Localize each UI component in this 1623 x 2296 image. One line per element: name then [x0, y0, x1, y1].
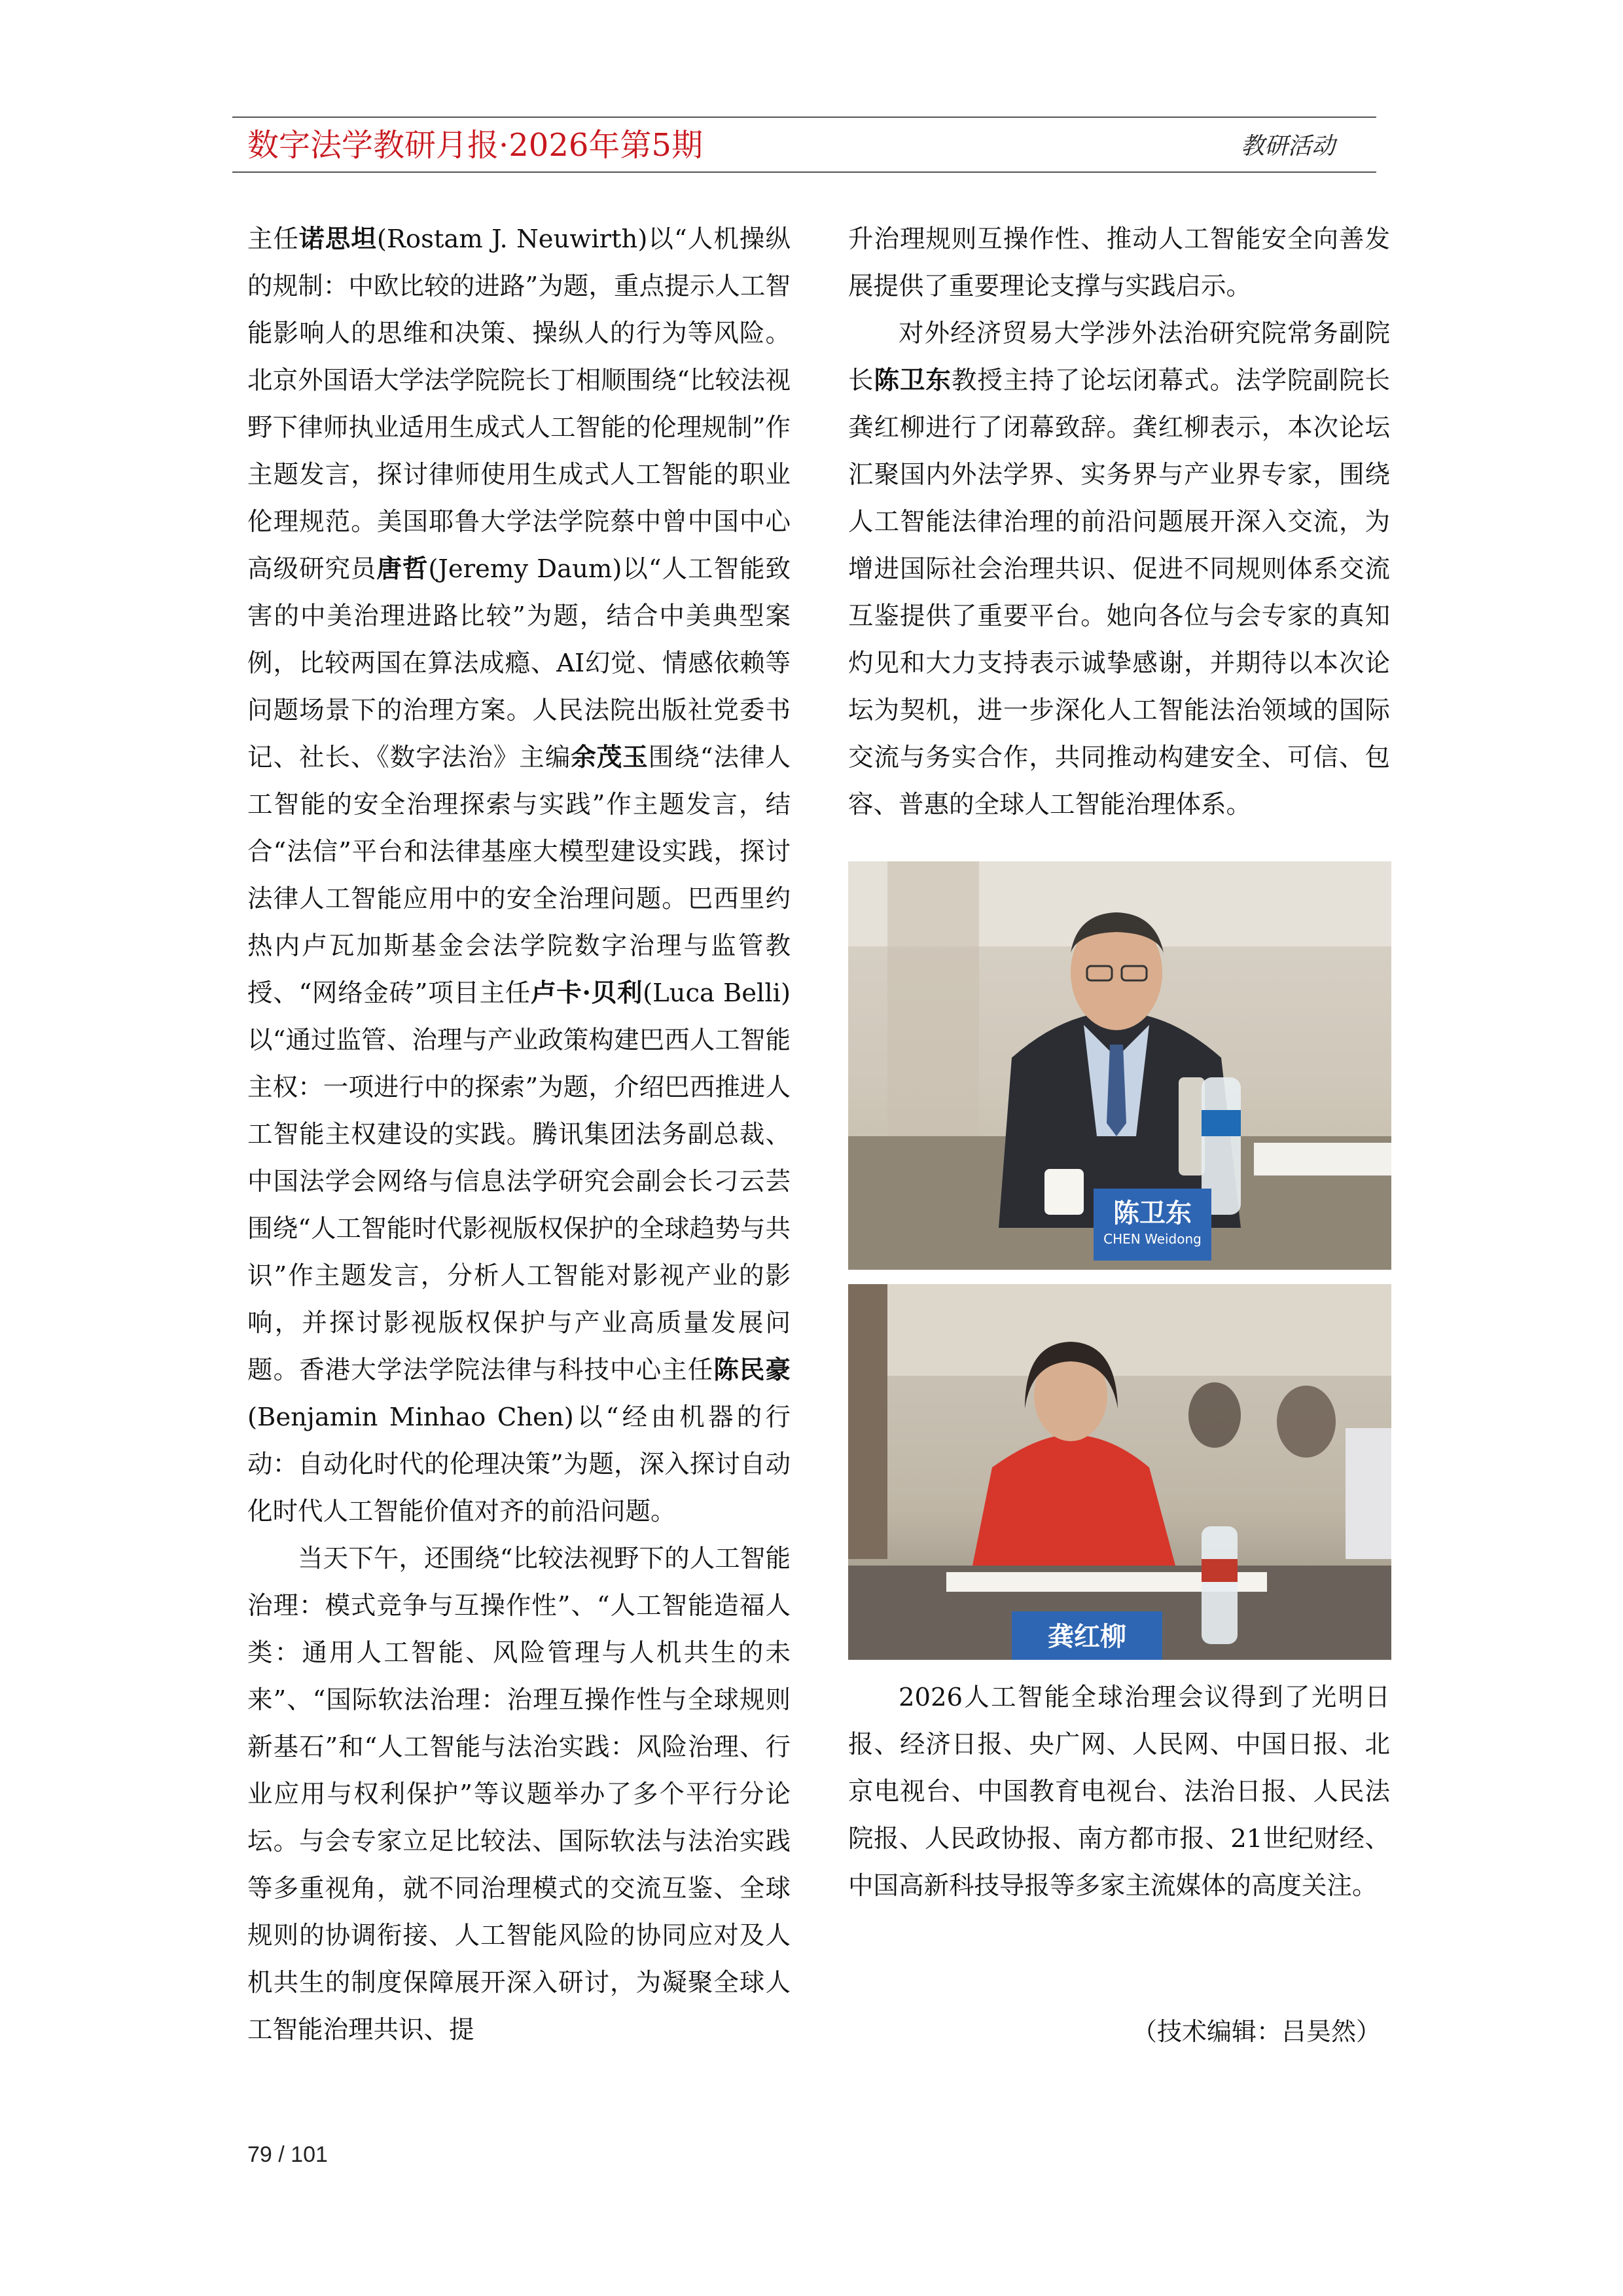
nameplate-english-name: CHEN Weidong: [1103, 1231, 1202, 1247]
right-paragraph-3: 2026人工智能全球治理会议得到了光明日报、经济日报、央广网、人民网、中国日报、北京电视台、中国教育电视台、法治日报、人民法院报、人民政协报、南方都市报、21世纪财经、中国高新科技导报等多家主流媒体的高度关注。: [848, 1683, 1390, 1901]
text-run: 围绕“法律人工智能的安全治理探索与实践”作主题发言，结合“法信”平台和法律基座大模型建设实践，探讨法律人工智能应用中的安全治理问题。巴西里约热内卢瓦加斯基金会法学院数字治理与监管教授、“网络金砖”项目主任: [247, 743, 791, 1008]
page-number: 79 / 101: [247, 2142, 328, 2167]
nameplate-gong: [1012, 1611, 1162, 1660]
nameplate-chinese-name: 龚红柳: [1048, 1622, 1126, 1652]
header-section: 教研活动: [1240, 133, 1335, 160]
left-paragraph-2: 当天下午，还围绕“比较法视野下的人工智能治理：模式竞争与互操作性”、“人工智能造福人类：通用人工智能、风险管理与人机共生的未来”、“国际软法治理：治理互操作性与全球规则新基石”和“人工智能与法治实践：风险治理、行业应用与权利保护”等议题举办了多个平行分论坛。与会专家立足比较法、国际软法与法治实践等多重视角，就不同治理模式的交流互鉴、全球规则的协调衔接、人工智能风险的协同应对及人机共生的制度保障展开深入研讨，为凝聚全球人工智能治理共识、提: [247, 1544, 791, 2045]
photo-gong-illustration: [848, 1284, 1391, 1660]
photo-chen-weidong: [848, 861, 1391, 1270]
speaker-name: 诺思坦: [299, 224, 377, 254]
text-run: (Rostam J. Neuwirth)以“人机操纵的规制：中欧比较的进路”为题，重点提示人工智能影响人的思维和决策、操纵人的行为等风险。北京外国语大学法学院院长丁相顺围绕“比较法视野下律师执业适用生成式人工智能的伦理规制”作主题发言，探讨律师使用生成式人工智能的职业伦理规范。美国耶鲁大学法学院蔡中曾中国中心高级研究员: [247, 224, 791, 584]
text-run: (Benjamin Minhao Chen)以“经由机器的行动：自动化时代的伦理决策”为题，深入探讨自动化时代人工智能价值对齐的前沿问题。: [247, 1403, 791, 1526]
nameplate-chinese-name: 陈卫东: [1113, 1198, 1192, 1229]
photo-gong-hongliu: [848, 1284, 1391, 1660]
text-run: 主任: [247, 224, 300, 254]
speaker-name: 陈民豪: [713, 1355, 791, 1385]
text-run: 对外经济贸易大学涉外法治研究院常务副院长: [848, 319, 1390, 395]
text-run: (Luca Belli)以“通过监管、治理与产业政策构建巴西人工智能主权：一项进行中的探索”为题，介绍巴西推进人工智能主权建设的实践。腾讯集团法务副总裁、中国法学会网络与信息法学研究会副会长刁云芸围绕“人工智能时代影视版权保护的全球趋势与共识”作主题发言，分析人工智能对影视产业的影响，并探讨影视版权保护与产业高质量发展问题。香港大学法学院法律与科技中心主任: [247, 978, 791, 1385]
speaker-name: 陈卫东: [874, 366, 952, 395]
header-title: 数字法学教研月报·2026年第5期: [247, 127, 703, 164]
nameplate-chen: [1094, 1189, 1211, 1261]
right-column: [848, 216, 1390, 829]
text-run: 教授主持了论坛闭幕式。法学院副院长龚红柳进行了闭幕致辞。龚红柳表示，本次论坛汇聚国内外法学界、实务界与产业界专家，围绕人工智能法律治理的前沿问题展开深入交流，为增进国际社会治理共识、促进不同规则体系交流互鉴提供了重要平台。她向各位与会专家的真知灼见和大力支持表示诚挚感谢，并期待以本次论坛为契机，进一步深化人工智能法治领域的国际交流与务实合作，共同推动构建安全、可信、包容、普惠的全球人工智能治理体系。: [848, 366, 1390, 819]
left-paragraph-1: [247, 216, 791, 1535]
technical-editor-credit: （技术编辑：吕昊然）: [1132, 2017, 1381, 2046]
header-rule-top: [232, 117, 1376, 118]
right-paragraph-1: 升治理规则互操作性、推动人工智能安全向善发展提供了重要理论支撑与实践启示。: [848, 224, 1390, 301]
header-rule-bottom: [232, 171, 1376, 173]
right-column-bottom: [848, 1674, 1390, 1910]
speaker-name: 卢卡·贝利: [531, 978, 643, 1008]
speaker-name: 余茂玉: [571, 743, 649, 772]
left-column: [247, 216, 791, 2054]
text-run: (Jeremy Daum)以“人工智能致害的中美治理进路比较”为题，结合中美典型案例，比较两国在算法成瘾、AI幻觉、情感依赖等问题场景下的治理方案。人民法院出版社党委书记、社长、《数字法治》主编: [247, 554, 791, 772]
speaker-name: 唐哲: [376, 554, 429, 584]
right-paragraph-2: [848, 310, 1390, 829]
